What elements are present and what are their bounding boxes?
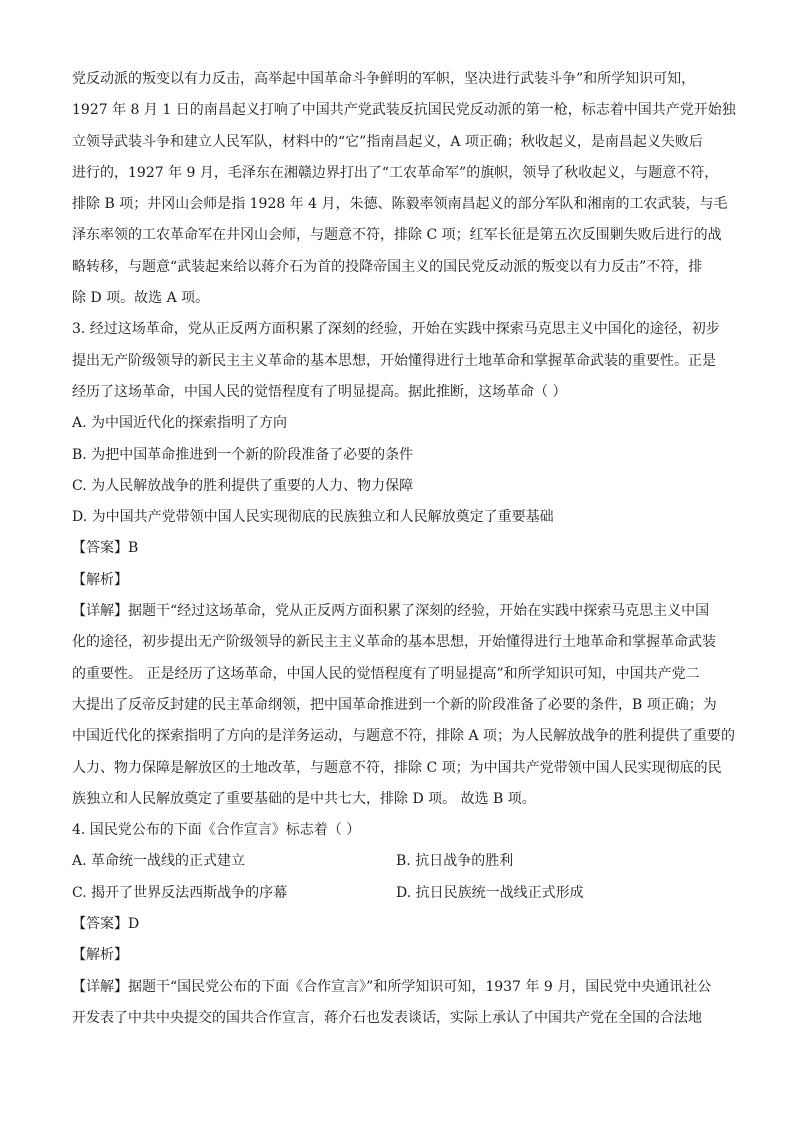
detail-line: 人力、物力保障是解放区的土地改革，与题意不符，排除 C 项；为中国共产党带领中国人民实现彻底的民 [72,759,722,776]
question-stem-line: 4. 国民党公布的下面《合作宣言》标志着（ ） [72,822,361,839]
detail-line: 化的途径，初步提出无产阶级领导的新民主主义革命的基本思想，开始懂得进行土地革命和掌握革命武装 [72,634,716,651]
option-a: A. 革命统一战线的正式建立 [72,853,246,870]
question-3 [72,314,736,815]
answer-label: 【答案】D [72,916,140,933]
analysis-label: 【解析】 [72,571,128,588]
option-b: B. 抗日战争的胜利 [396,853,514,870]
question-stem-line: 提出无产阶级领导的新民主主义革命的基本思想，开始懂得进行土地革命和掌握革命武装的重要性。正是 [72,352,716,369]
detail-line: 中国近代化的探索指明了方向的是洋务运动，与题意不符，排除 A 项；为人民解放战争的胜利提供了重要的 [72,728,736,745]
option-c: C. 揭开了世界反法西斯战争的序幕 [72,884,288,901]
option-a: A. 为中国近代化的探索指明了方向 [72,415,288,432]
detail-line: 族独立和人民解放奠定了重要基础的是中共七大，排除 D 项。 故选 B 项。 [72,790,536,807]
previous-explanation [72,64,736,314]
detail-line: 【详解】据题干“经过这场革命，党从正反两方面积累了深刻的经验，开始在实践中探索马克思主义中国 [72,603,710,620]
question-stem-line: 3. 经过这场革命，党从正反两方面积累了深刻的经验，开始在实践中探索马克思主义中国化的途径，初步 [72,321,720,338]
question-4 [72,815,724,1034]
text-line: 排除 B 项；井冈山会师是指 1928 年 4 月，朱德、陈毅率领南昌起义的部分军队和湘南的工农武装，与毛 [72,196,728,213]
option-c: C. 为人民解放战争的胜利提供了重要的人力、物力保障 [72,477,414,494]
options-row [72,878,724,909]
answer-label: 【答案】B [72,540,139,557]
option-b: B. 为把中国革命推进到一个新的阶段准备了必要的条件 [72,446,414,463]
detail-line: 【详解】据题干“国民党公布的下面《合作宣言》”和所学知识可知，1937 年 9 月，国民党中央通讯社公 [72,978,712,995]
text-line: 党反动派的叛变以有力反击，高举起中国革命斗争鲜明的军帜，坚决进行武装斗争”和所学知识可知， [72,71,696,87]
detail-line: 开发表了中共中央提交的国共合作宣言，蒋介石也发表谈话，实际上承认了中国共产党在全国的合法地 [72,1009,702,1026]
question-stem-line: 经历了这场革命，中国人民的觉悟程度有了明显提高。据此推断，这场革命（ ） [72,383,567,400]
text-line: 略转移，与题意“武装起来给以蒋介石为首的投降帝国主义的国民党反动派的叛变以有力反击”不符，排 [72,258,703,275]
options-row [72,846,724,877]
text-line: 立领导武装斗争和建立人民军队，材料中的“它”指南昌起义，A 项正确；秋收起义，是南昌起义失败后 [72,133,703,150]
document-page [72,64,736,1034]
option-d: D. 抗日民族统一战线正式形成 [396,884,584,901]
option-d: D. 为中国共产党带领中国人民实现彻底的民族独立和人民解放奠定了重要基础 [72,509,554,526]
analysis-label: 【解析】 [72,947,128,964]
text-line: 泽东率领的工农革命军在井冈山会师，与题意不符，排除 C 项；红军长征是第五次反围剿失败后进行的战 [72,227,722,244]
text-line: 进行的，1927 年 9 月，毛泽东在湘赣边界打出了“工农革命军”的旗帜，领导了秋收起义，与题意不符， [72,164,719,181]
detail-line: 大提出了反帝反封建的民主革命纲领，把中国革命推进到一个新的阶段准备了必要的条件，B 项正确；为 [72,696,717,713]
text-line: 1927 年 8 月 1 日的南昌起义打响了中国共产党武装反抗国民党反动派的第一枪，标志着中国共产党开始独 [72,102,736,119]
text-line: 除 D 项。故选 A 项。 [72,290,210,307]
detail-line: 的重要性。 正是经历了这场革命，中国人民的觉悟程度有了明显提高”和所学知识可知，中国共产党二 [72,665,700,682]
